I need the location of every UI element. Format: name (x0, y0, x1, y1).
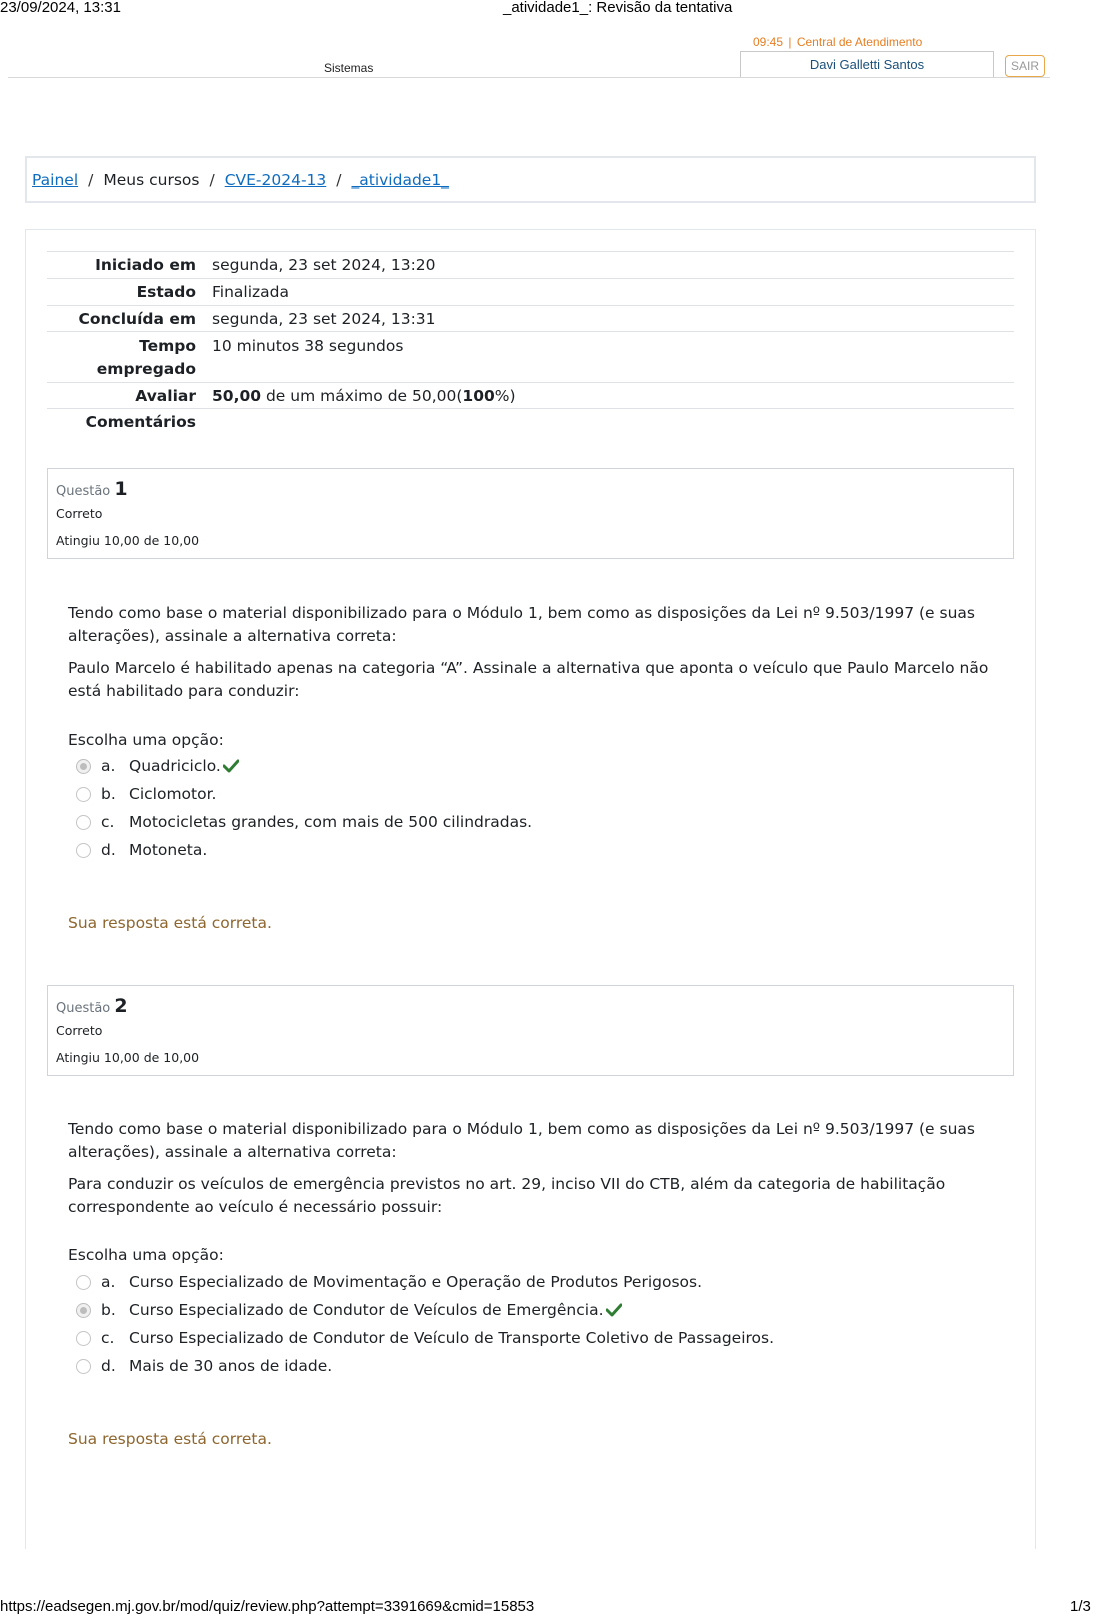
option-letter: b. (101, 785, 116, 803)
option-letter: c. (101, 1329, 115, 1347)
breadcrumb-separator: / (88, 170, 94, 189)
user-name[interactable]: Davi Galletti Santos (740, 51, 994, 77)
correct-check-icon (223, 759, 239, 773)
option-text: Motoneta. (129, 841, 208, 859)
grade-end: %) (494, 387, 516, 405)
breadcrumb-separator: / (209, 170, 215, 189)
question-grade: Atingiu 10,00 de 10,00 (56, 533, 200, 548)
radio[interactable] (76, 815, 91, 830)
option-letter: d. (101, 841, 116, 859)
question-number (56, 478, 128, 500)
option-letter: a. (101, 1273, 116, 1291)
clock-time: 09:45 (753, 35, 784, 49)
breadcrumb-separator: / (336, 170, 342, 189)
option-row[interactable] (76, 752, 532, 780)
breadcrumb-painel[interactable]: Painel (32, 170, 79, 189)
answer-options (76, 752, 532, 864)
print-url: https://eadsegen.mj.gov.br/mod/quiz/review.php?attempt=3391669&cmid=15853 (0, 1598, 535, 1615)
option-row[interactable] (76, 1324, 774, 1352)
summary-label-line: empregado (96, 360, 196, 378)
radio[interactable] (76, 787, 91, 802)
option-letter: a. (101, 757, 116, 775)
radio[interactable] (76, 843, 91, 858)
grade-percent: 100 (462, 387, 495, 405)
option-letter: c. (101, 813, 115, 831)
radio-selected[interactable] (76, 1303, 91, 1318)
grade-mid: de um máximo de 50,00( (261, 387, 463, 405)
print-title: _atividade1_: Revisão da tentativa (503, 0, 733, 16)
option-row[interactable] (76, 1352, 774, 1380)
option-text: Quadriciclo. (129, 757, 221, 775)
print-page-number: 1/3 (1070, 1598, 1091, 1615)
summary-label-line: Tempo (139, 337, 196, 355)
summary-value: 10 minutos 38 segundos (212, 337, 404, 355)
top-divider (8, 77, 1050, 78)
option-text: Curso Especializado de Condutor de Veículo de Transporte Coletivo de Passageiros. (129, 1329, 775, 1347)
question-number-value: 2 (114, 995, 128, 1017)
radio[interactable] (76, 1331, 91, 1346)
question-state: Correto (56, 506, 103, 521)
feedback-correct: Sua resposta está correta. (68, 914, 272, 932)
logout-button[interactable]: SAIR (1005, 55, 1045, 77)
option-row[interactable] (76, 836, 532, 864)
question-text: Paulo Marcelo é habilitado apenas na categoria “A”. Assinale a alternativa que aponta o veículo que Paulo Marcelo não está habilitado para conduzir: (68, 659, 989, 700)
summary-label: Concluída em (78, 310, 196, 328)
breadcrumb-course[interactable]: CVE-2024-13 (224, 170, 327, 189)
summary-label: Iniciado em (95, 256, 196, 274)
radio[interactable] (76, 1275, 91, 1290)
question-intro: Tendo como base o material disponibilizado para o Módulo 1, bem como as disposições da Lei nº 9.503/1997 (e suas alterações), assinale a alternativa correta: (68, 1120, 975, 1161)
question-prompt: Escolha uma opção: (68, 731, 224, 749)
summary-value: segunda, 23 set 2024, 13:31 (212, 310, 436, 328)
answer-options (76, 1268, 774, 1380)
question-state: Correto (56, 1023, 103, 1038)
question-number (56, 995, 128, 1017)
question-prefix: Questão (56, 1001, 111, 1016)
radio-selected[interactable] (76, 759, 91, 774)
support-link[interactable]: Central de Atendimento (796, 35, 923, 49)
systems-menu[interactable]: Sistemas (324, 61, 374, 75)
question-prefix: Questão (56, 484, 111, 499)
summary-value: Finalizada (212, 283, 290, 301)
option-text: Curso Especializado de Condutor de Veículos de Emergência. (129, 1301, 604, 1319)
summary-value: segunda, 23 set 2024, 13:20 (212, 256, 436, 274)
question-info-1 (47, 468, 1014, 559)
option-letter: b. (101, 1301, 116, 1319)
question-number-value: 1 (114, 478, 128, 500)
option-row[interactable] (76, 1296, 774, 1324)
option-letter: d. (101, 1357, 116, 1375)
feedback-correct: Sua resposta está correta. (68, 1430, 272, 1448)
option-text: Motocicletas grandes, com mais de 500 cilindradas. (129, 813, 533, 831)
grade-score: 50,00 (212, 387, 262, 405)
support-divider: | (788, 35, 792, 49)
option-row[interactable] (76, 808, 532, 836)
breadcrumb-activity[interactable]: _atividade1_ (351, 170, 449, 189)
breadcrumb (27, 158, 1034, 201)
question-prompt: Escolha uma opção: (68, 1246, 224, 1264)
summary-label: Comentários (85, 413, 196, 431)
question-info-2 (47, 985, 1014, 1076)
question-grade: Atingiu 10,00 de 10,00 (56, 1050, 200, 1065)
option-row[interactable] (76, 780, 532, 808)
option-text: Ciclomotor. (129, 785, 217, 803)
summary-label: Estado (136, 283, 196, 301)
option-row[interactable] (76, 1268, 774, 1296)
print-datetime: 23/09/2024, 13:31 (0, 0, 121, 16)
correct-check-icon (606, 1303, 622, 1317)
breadcrumb-box (25, 156, 1036, 203)
grade-value (212, 385, 516, 408)
summary-label (47, 335, 196, 381)
summary-label: Avaliar (135, 387, 196, 405)
option-text: Curso Especializado de Movimentação e Operação de Produtos Perigosos. (129, 1273, 703, 1291)
breadcrumb-meus-cursos: Meus cursos (103, 170, 200, 189)
question-intro: Tendo como base o material disponibilizado para o Módulo 1, bem como as disposições da Lei nº 9.503/1997 (e suas alterações), assinale a alternativa correta: (68, 604, 975, 645)
support-bar (753, 35, 922, 49)
option-text: Mais de 30 anos de idade. (129, 1357, 333, 1375)
question-text: Para conduzir os veículos de emergência previstos no art. 29, inciso VII do CTB, além da categoria de habilitação correspondente ao veículo é necessário possuir: (68, 1175, 946, 1216)
radio[interactable] (76, 1359, 91, 1374)
